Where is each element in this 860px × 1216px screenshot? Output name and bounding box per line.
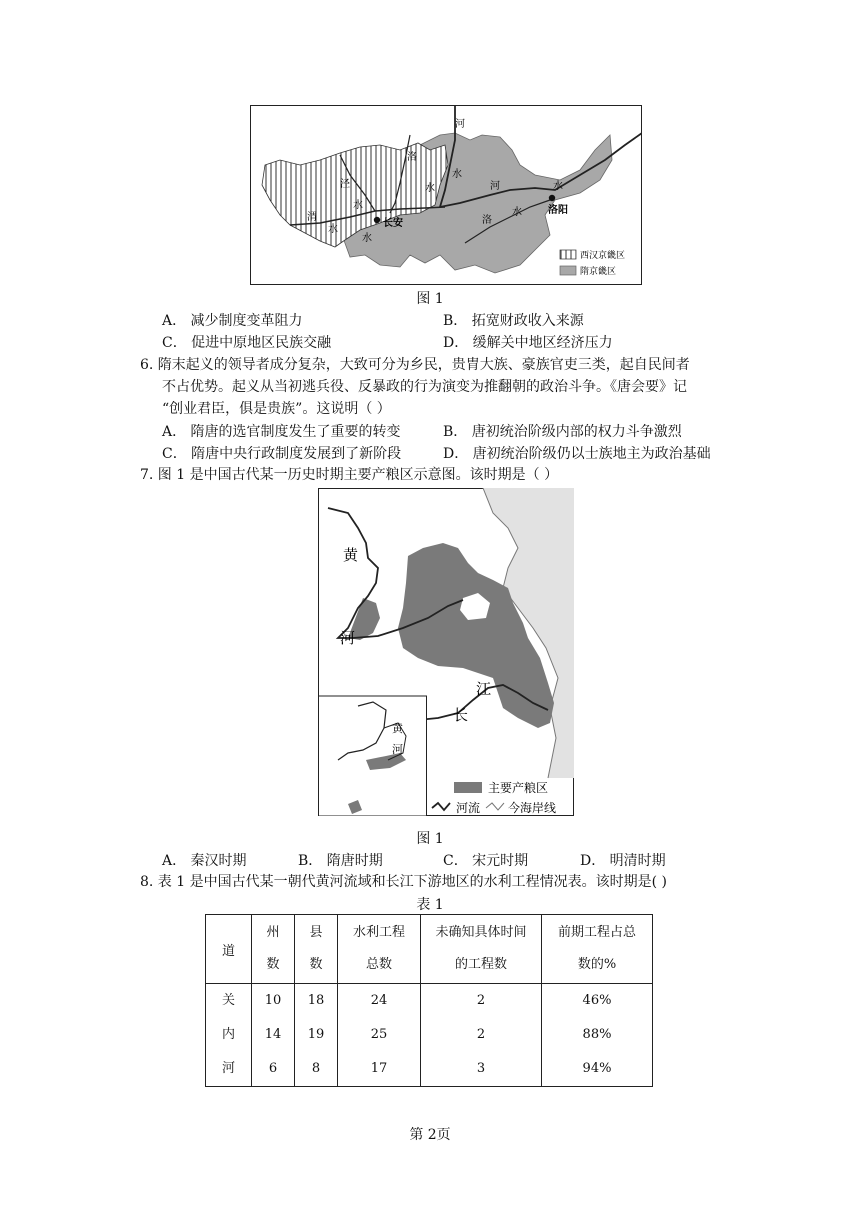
q7-option-d[interactable]: D． 明清时期 — [580, 853, 666, 869]
table-cell: 46% — [582, 993, 612, 1008]
q8-stem: 8. 表 1 是中国古代某一朝代黄河流域和长江下游地区的水利工程情况表。该时期是( ) — [140, 874, 667, 890]
figure-caption: 图 1 — [416, 291, 444, 307]
q5-option-a[interactable]: A． 减少制度变革阻力 — [162, 313, 303, 329]
map-label: 河 — [392, 743, 403, 756]
legend-coast-label: 今海岸线 — [508, 801, 557, 815]
col-zhou — [252, 984, 295, 1087]
col-early — [542, 984, 653, 1087]
table-cell: 关 — [221, 993, 235, 1008]
header-line: 水利工程 — [352, 925, 405, 940]
map-label: 水 — [328, 224, 338, 235]
col-unknown — [421, 984, 542, 1087]
map-label: 长 — [453, 706, 469, 724]
q7-stem: 7. 图 1 是中国古代某一历史时期主要产粮区示意图。该时期是（ ） — [140, 467, 559, 483]
legend-han-label: 西汉京畿区 — [580, 251, 626, 261]
header-line: 县 — [309, 925, 323, 940]
legend-river-label: 河流 — [456, 801, 481, 815]
map-label: 洛 — [407, 152, 417, 163]
q7-option-b[interactable]: B． 隋唐时期 — [298, 853, 383, 869]
header-total — [338, 915, 421, 984]
capital-region-map — [250, 105, 642, 285]
header-unknown — [421, 915, 542, 984]
q6-option-d[interactable]: D． 唐初统治阶级仍以士族地主为政治基础 — [443, 446, 711, 462]
table-cell: 8 — [311, 1061, 321, 1076]
table-cell: 河 — [221, 1061, 235, 1076]
map-label: 黄 — [343, 546, 359, 564]
table-cell: 2 — [476, 1027, 486, 1042]
map-label: 黄 — [392, 722, 403, 735]
table-cell: 14 — [264, 1027, 282, 1042]
header-line: 数 — [266, 957, 280, 972]
map-label: 水 — [425, 183, 435, 194]
map-label: 江 — [476, 680, 492, 698]
legend-sui-label: 隋京畿区 — [580, 267, 617, 277]
q6-stem-line3: “创业君臣，俱是贵族”。这说明（ ） — [162, 401, 391, 417]
header-early — [542, 915, 653, 984]
q6-stem-line1: 6. 隋末起义的领导者成分复杂，大致可分为乡民，贵胄大族、豪族官吏三类，起自民间者 — [140, 357, 690, 373]
legend-grain-label: 主要产粮区 — [488, 781, 549, 795]
col-total — [338, 984, 421, 1087]
page-number: 第 2页 — [409, 1127, 451, 1143]
header-line: 未确知具体时间 — [435, 925, 527, 940]
table — [205, 914, 653, 1087]
legend-han-swatch — [560, 250, 576, 259]
q6-stem-line2: 不占优势。起义从当初逃兵役、反暴政的行为演变为推翻朝的政治斗争。《唐会要》记 — [162, 379, 687, 395]
table-cell: 88% — [582, 1027, 612, 1042]
table-body — [206, 984, 653, 1087]
grain-region-map-svg — [318, 488, 574, 816]
map-label: 渭 — [307, 212, 317, 223]
col-xian — [295, 984, 338, 1087]
q5-option-b[interactable]: B． 拓宽财政收入来源 — [443, 313, 584, 329]
header-dao: 道 — [206, 915, 252, 984]
luoyang-label: 洛阳 — [548, 205, 568, 216]
table-caption: 表 1 — [416, 897, 444, 913]
header-line: 州 — [266, 925, 280, 940]
map-label: 泾 — [340, 179, 350, 190]
q6-option-b[interactable]: B． 唐初统治阶级内部的权力斗争激烈 — [443, 424, 682, 440]
changan-label: 长安 — [383, 218, 403, 229]
q6-option-a[interactable]: A． 隋唐的选官制度发生了重要的转变 — [162, 424, 401, 440]
table-cell: 内 — [221, 1027, 235, 1042]
water-projects-table — [205, 914, 653, 1087]
capital-region-map-svg — [250, 105, 642, 285]
table-header-row — [206, 915, 653, 984]
table-cell: 18 — [307, 993, 325, 1008]
table-cell: 3 — [476, 1061, 486, 1076]
table-cell: 25 — [370, 1027, 388, 1042]
q5-option-c[interactable]: C． 促进中原地区民族交融 — [162, 335, 332, 351]
luoyang-city-dot — [549, 195, 555, 201]
figure-caption: 图 1 — [416, 831, 444, 847]
map-label: 河 — [340, 629, 356, 647]
inset-frame — [319, 696, 427, 816]
header-line: 数 — [309, 957, 323, 972]
legend-grain-swatch — [454, 782, 482, 793]
map-label: 水 — [362, 233, 372, 244]
map-label: 水 — [553, 181, 563, 192]
table-cell: 19 — [307, 1027, 325, 1042]
map-label: 水 — [353, 200, 363, 211]
table-cell: 94% — [582, 1061, 612, 1076]
table-cell: 17 — [370, 1061, 388, 1076]
header-line: 前期工程占总 — [557, 925, 636, 940]
table-cell: 2 — [476, 993, 486, 1008]
header-zhou — [252, 915, 295, 984]
map-label: 洛 — [482, 215, 492, 226]
header-line: 数的% — [577, 957, 617, 972]
header-line: 总数 — [365, 957, 392, 972]
legend-sui-swatch — [560, 266, 576, 275]
map-label: 水 — [512, 207, 522, 218]
table-cell: 10 — [264, 993, 282, 1008]
map-label: 河 — [455, 119, 465, 130]
table-cell: 6 — [268, 1061, 278, 1076]
q5-option-d[interactable]: D． 缓解关中地区经济压力 — [443, 335, 613, 351]
q7-option-c[interactable]: C． 宋元时期 — [443, 853, 529, 869]
grain-region-map — [318, 488, 574, 816]
header-xian — [295, 915, 338, 984]
q7-option-a[interactable]: A． 秦汉时期 — [162, 853, 247, 869]
header-line: 的工程数 — [454, 957, 507, 972]
map-label: 水 — [452, 169, 462, 180]
table-cell: 24 — [370, 993, 388, 1008]
q6-option-c[interactable]: C． 隋唐中央行政制度发展到了新阶段 — [162, 446, 402, 462]
col-dao — [206, 984, 252, 1087]
map-label: 河 — [490, 181, 500, 192]
changan-city-dot — [374, 217, 380, 223]
